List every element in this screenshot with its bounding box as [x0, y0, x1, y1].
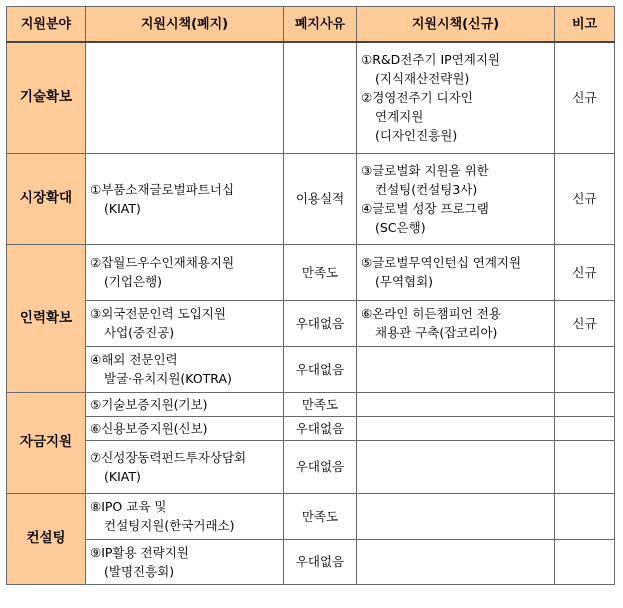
table-row [7, 42, 615, 153]
table-row [7, 392, 615, 416]
category-tech: 기술확보 [7, 42, 86, 153]
new-policy-cell [357, 416, 555, 440]
reason-cell: 만족도 [284, 244, 357, 300]
abolished-line: (KIAT) [104, 200, 141, 216]
note-cell [555, 440, 615, 493]
header-row [7, 7, 615, 43]
new-policy-line: ①R&D전주기 IP연계지원 [361, 52, 500, 68]
new-policy-cell [357, 493, 555, 539]
abolished-line: ③외국전문인력 도입지원 [90, 306, 226, 321]
abolished-cell [86, 42, 284, 153]
header-new: 지원시책(신규) [357, 7, 555, 43]
new-policy-cell [357, 300, 555, 346]
table-row [7, 416, 615, 440]
abolished-cell [86, 493, 284, 539]
header-abolished: 지원시책(폐지) [86, 7, 284, 43]
note-cell: 신규 [555, 42, 615, 153]
abolished-cell [86, 346, 284, 392]
new-policy-line: ③글로벌화 지원을 위한 [361, 162, 489, 178]
table-row [7, 346, 615, 392]
abolished-line: (KIAT) [104, 468, 141, 484]
table-row [7, 153, 615, 244]
header-reason: 폐지사유 [284, 7, 357, 43]
reason-cell: 만족도 [284, 493, 357, 539]
new-policy-line: ②경영전주기 디자인 [361, 90, 473, 106]
abolished-line: ⑦신성장동력펀드투자상담회 [90, 449, 247, 465]
note-cell [555, 493, 615, 539]
reason-cell: 우대없음 [284, 539, 357, 584]
reason-cell: 우대없음 [284, 440, 357, 493]
note-cell: 신규 [555, 244, 615, 300]
table-row [7, 539, 615, 584]
abolished-line: ④해외 전문인력 [90, 352, 178, 367]
note-cell [555, 416, 615, 440]
abolished-cell: ⑥신용보증지원(신보) [86, 416, 284, 440]
new-policy-cell [357, 392, 555, 416]
abolished-line: (발명진흥회) [104, 563, 175, 579]
abolished-line: 컨설팅지원(한국거래소) [104, 518, 235, 533]
reason-cell [284, 42, 357, 153]
new-policy-cell [357, 440, 555, 493]
note-cell [555, 346, 615, 392]
abolished-cell [86, 300, 284, 346]
abolished-line: 발굴·유치지원(KOTRA) [104, 371, 232, 386]
new-policy-line: (지식재산전략원) [375, 71, 470, 87]
header-note: 비고 [555, 7, 615, 43]
reason-cell: 우대없음 [284, 346, 357, 392]
new-policy-cell [357, 244, 555, 300]
new-policy-line: 컨설팅(컨설팅3사) [375, 181, 478, 197]
reason-cell: 만족도 [284, 392, 357, 416]
abolished-cell [86, 244, 284, 300]
category-hr: 인력확보 [7, 244, 86, 392]
new-policy-line: 연계지원 [375, 109, 424, 125]
category-consult: 컨설팅 [7, 493, 86, 584]
note-cell: 신규 [555, 300, 615, 346]
new-policy-line: ④글로벌 성장 프로그램 [361, 200, 489, 216]
reason-cell: 우대없음 [284, 416, 357, 440]
new-policy-cell [357, 153, 555, 244]
new-policy-line: ⑤글로벌무역인턴십 연계지원 [361, 255, 522, 270]
new-policy-line: ⑥온라인 히든챔피언 전용 [361, 306, 501, 321]
abolished-line: ⑨IP활용 전략지원 [90, 544, 189, 560]
note-cell [555, 539, 615, 584]
new-policy-cell [357, 539, 555, 584]
new-policy-line: 채용관 구축(잡코리아) [375, 325, 498, 340]
reason-cell: 이용실적 [284, 153, 357, 244]
category-fund: 자금지원 [7, 392, 86, 493]
new-policy-cell [357, 346, 555, 392]
table-row [7, 300, 615, 346]
reason-cell: 우대없음 [284, 300, 357, 346]
header-field: 지원분야 [7, 7, 86, 43]
abolished-line: 사업(중진공) [104, 325, 175, 340]
abolished-cell [86, 153, 284, 244]
table-row [7, 244, 615, 300]
new-policy-line: (디자인진흥원) [375, 128, 458, 144]
note-cell: 신규 [555, 153, 615, 244]
abolished-line: ②잡월드우수인재채용지원 [90, 255, 235, 270]
abolished-line: (기업은행) [104, 274, 163, 289]
abolished-line: ⑧IPO 교육 및 [90, 499, 167, 514]
abolished-cell [86, 440, 284, 493]
new-policy-line: (SC은행) [375, 219, 426, 235]
abolished-line: ①부품소재글로벌파트너십 [90, 181, 235, 197]
abolished-cell [86, 539, 284, 584]
abolished-cell: ⑤기술보증지원(기보) [86, 392, 284, 416]
new-policy-line: (무역협회) [375, 274, 434, 289]
note-cell [555, 392, 615, 416]
table-row [7, 493, 615, 539]
support-policy-table [6, 6, 615, 585]
new-policy-cell [357, 42, 555, 153]
table-row [7, 440, 615, 493]
category-market: 시장확대 [7, 153, 86, 244]
